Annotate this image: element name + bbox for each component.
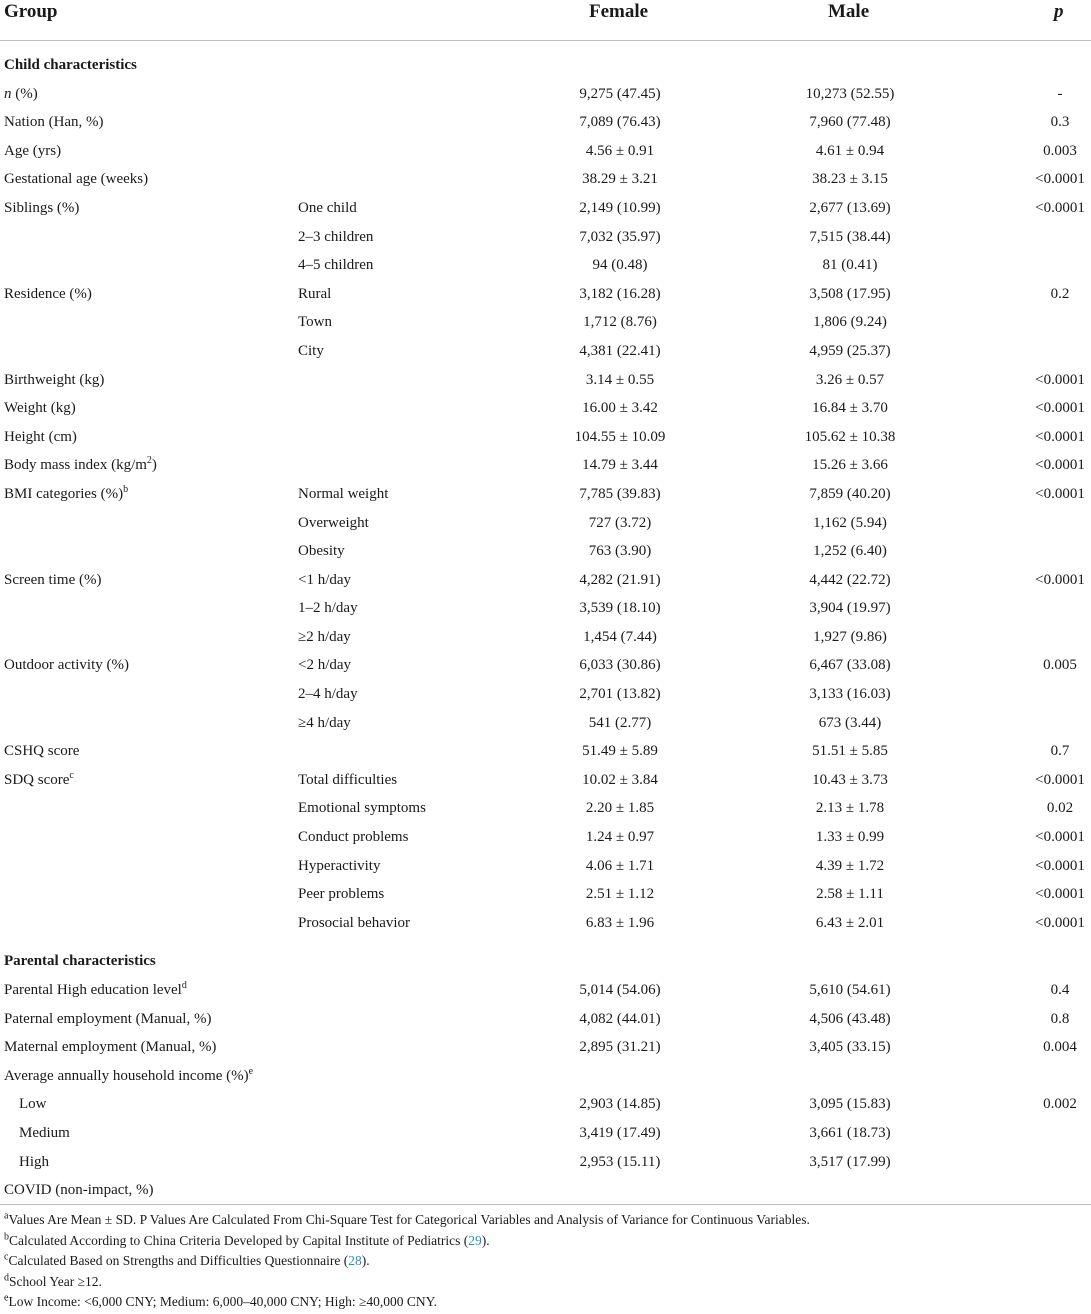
male-value: 15.26 ± 3.66	[812, 457, 888, 474]
male-value: 673 (3.44)	[818, 714, 882, 731]
p-value: <0.0001	[1035, 485, 1085, 502]
male-value: 7,515 (38.44)	[809, 228, 891, 245]
footnote-text: Low Income: <6,000 CNY; Medium: 6,000–40,000 CNY; High: ≥40,000 CNY.	[8, 1294, 437, 1309]
row-label	[4, 766, 74, 795]
male-value: 4.39 ± 1.72	[815, 857, 885, 874]
male-value: 10,273 (52.55)	[805, 85, 895, 102]
female-value: 541 (2.77)	[588, 714, 652, 731]
row-label-text: Nation (Han, %)	[4, 114, 104, 131]
row-label-text: n	[4, 85, 12, 102]
female-value: 6,033 (30.86)	[579, 657, 661, 674]
male-value: 7,859 (40.20)	[809, 485, 891, 502]
row-sublabel: 4–5 children	[298, 257, 374, 274]
table-row	[0, 737, 1091, 766]
superscript: d	[181, 980, 187, 991]
row-label-text: Parental High education level	[4, 982, 182, 998]
table-row	[0, 766, 1091, 795]
male-value: 3,133 (16.03)	[809, 686, 891, 703]
table-row	[0, 394, 1091, 423]
section-row	[0, 947, 1091, 976]
row-label	[4, 280, 92, 309]
female-value: 16.00 ± 3.42	[582, 400, 658, 417]
female-value: 2,953 (15.11)	[579, 1153, 661, 1170]
row-label	[4, 480, 128, 509]
row-sublabel: Obesity	[298, 543, 345, 560]
table-row	[0, 976, 1091, 1005]
female-value: 4,381 (22.41)	[579, 342, 661, 359]
p-value: <0.0001	[1035, 886, 1085, 903]
row-sublabel: Overweight	[298, 514, 369, 531]
row-sublabel: Total difficulties	[298, 771, 398, 788]
male-value: 7,960 (77.48)	[809, 114, 891, 131]
female-value: 4.56 ± 0.91	[585, 142, 655, 159]
table-row	[0, 1148, 1091, 1177]
table-row	[0, 280, 1091, 309]
male-value: 1,252 (6.40)	[813, 543, 887, 560]
superscript: b	[123, 483, 129, 495]
table-header	[0, 0, 1091, 41]
female-value: 2.51 ± 1.12	[585, 886, 655, 903]
p-value: 0.004	[1043, 1039, 1077, 1056]
table-row	[0, 480, 1091, 509]
table-row	[0, 366, 1091, 395]
male-value: 4,506 (43.48)	[809, 1010, 891, 1027]
row-label	[4, 137, 61, 166]
row-label	[4, 394, 76, 423]
table-body	[0, 41, 1091, 1205]
male-value: 6,467 (33.08)	[809, 657, 891, 674]
row-label-text: Maternal employment (Manual, %)	[4, 1039, 217, 1056]
male-value: 10.43 ± 3.73	[812, 771, 888, 788]
female-value: 2,149 (10.99)	[579, 199, 661, 216]
p-value: 0.003	[1043, 142, 1077, 159]
row-label-text: Residence (%)	[4, 285, 92, 302]
female-value: 763 (3.90)	[588, 543, 652, 560]
row-sublabel: Peer problems	[298, 886, 385, 903]
footnote	[4, 1210, 810, 1231]
male-value: 51.51 ± 5.85	[812, 743, 888, 760]
p-value: <0.0001	[1035, 771, 1085, 788]
male-value: 1,927 (9.86)	[813, 628, 887, 645]
table-row	[0, 223, 1091, 252]
row-label	[4, 1062, 253, 1091]
row-label	[4, 165, 148, 194]
row-label	[19, 1148, 49, 1177]
male-value: 2.13 ± 1.78	[815, 800, 885, 817]
row-sublabel: Emotional symptoms	[298, 800, 426, 817]
table-row	[0, 451, 1091, 480]
row-label-rest: )	[151, 457, 157, 474]
header-male: Male	[828, 1, 870, 22]
row-sublabel: Prosocial behavior	[298, 914, 411, 931]
table-row	[0, 1005, 1091, 1034]
superscript: 2	[146, 455, 152, 467]
table-row	[0, 194, 1091, 223]
section-row	[0, 51, 1091, 80]
female-value: 4,082 (44.01)	[579, 1010, 661, 1027]
female-value: 4,282 (21.91)	[579, 571, 661, 588]
row-label-text: COVID (non-impact, %)	[4, 1182, 154, 1199]
p-value: -	[1057, 85, 1063, 102]
male-value: 2.58 ± 1.11	[816, 886, 884, 903]
female-value: 9,275 (47.45)	[579, 85, 661, 102]
table-row	[0, 137, 1091, 166]
row-sublabel: Rural	[298, 285, 332, 302]
row-label-text: Siblings (%)	[4, 199, 80, 216]
section-title	[4, 947, 156, 976]
female-value: 1,712 (8.76)	[583, 314, 657, 331]
row-label-text: Screen time (%)	[4, 571, 102, 588]
p-value: 0.005	[1043, 657, 1077, 674]
row-label	[4, 1033, 216, 1062]
row-sublabel: ≥2 h/day	[298, 628, 351, 645]
table-row	[0, 651, 1091, 680]
female-value: 14.79 ± 3.44	[582, 457, 658, 474]
female-value: 3,182 (16.28)	[579, 285, 661, 302]
table-row	[0, 537, 1091, 566]
row-sublabel: Hyperactivity	[298, 857, 381, 874]
female-value: 4.06 ± 1.71	[585, 857, 655, 874]
reference-link[interactable]: 28	[348, 1253, 362, 1268]
p-value: 0.7	[1050, 743, 1070, 760]
row-label-text: Weight (kg)	[4, 400, 76, 417]
female-value: 2,701 (13.82)	[579, 686, 661, 703]
header-female: Female	[589, 1, 649, 22]
p-value: <0.0001	[1035, 914, 1085, 931]
table-row	[0, 794, 1091, 823]
female-value: 3.14 ± 0.55	[585, 371, 655, 388]
table-row	[0, 823, 1091, 852]
table-row	[0, 80, 1091, 109]
row-label-text: Parental characteristics	[4, 953, 156, 970]
female-value: 94 (0.48)	[592, 257, 648, 274]
table-row	[0, 566, 1091, 595]
female-value: 1.24 ± 0.97	[585, 829, 655, 846]
row-sublabel: Town	[298, 314, 332, 331]
footnote-tail: ).	[481, 1232, 490, 1248]
p-value: <0.0001	[1035, 428, 1085, 445]
row-label	[4, 651, 129, 680]
female-value: 7,089 (76.43)	[579, 114, 661, 131]
row-sublabel: <2 h/day	[298, 657, 352, 674]
row-label	[4, 976, 187, 1005]
male-value: 4,442 (22.72)	[809, 571, 891, 588]
footnote-tail: ).	[361, 1253, 370, 1268]
footnote-mark: c	[4, 1251, 9, 1263]
footnote-text: School Year ≥12.	[9, 1273, 102, 1289]
table-row	[0, 251, 1091, 280]
section-title	[4, 51, 137, 80]
row-label	[19, 1119, 70, 1148]
table-row	[0, 509, 1091, 538]
female-value: 2.20 ± 1.85	[585, 800, 655, 817]
table-row	[0, 165, 1091, 194]
row-sublabel: <1 h/day	[298, 571, 352, 588]
male-value: 16.84 ± 3.70	[812, 400, 888, 417]
row-label	[4, 451, 157, 480]
row-label	[4, 108, 104, 137]
row-label-text: High	[19, 1153, 49, 1170]
row-sublabel: ≥4 h/day	[298, 714, 351, 731]
row-label	[4, 423, 77, 452]
row-label-text: Birthweight (kg)	[4, 371, 105, 388]
row-label-rest: (%)	[11, 85, 38, 102]
row-label	[4, 80, 38, 109]
male-value: 2,677 (13.69)	[809, 199, 891, 216]
header-p: p	[1054, 1, 1064, 22]
table-row	[0, 852, 1091, 881]
male-value: 3,904 (19.97)	[809, 600, 891, 617]
table-row	[0, 680, 1091, 709]
table-row	[0, 909, 1091, 938]
female-value: 51.49 ± 5.89	[582, 743, 658, 760]
footnote-text: Calculated According to China Criteria Developed by Capital Institute of Pediatrics (	[9, 1232, 469, 1248]
male-value: 3,405 (33.15)	[809, 1039, 891, 1056]
footnote-mark: b	[4, 1231, 9, 1242]
p-value: <0.0001	[1035, 199, 1085, 216]
table-row	[0, 1033, 1091, 1062]
male-value: 105.62 ± 10.38	[804, 428, 896, 445]
footnote-mark: e	[4, 1292, 9, 1304]
row-label	[4, 1176, 154, 1205]
row-label-text: BMI categories (%)	[4, 485, 124, 502]
table-row	[0, 880, 1091, 909]
male-value: 4,959 (25.37)	[809, 342, 891, 359]
table-row	[0, 308, 1091, 337]
table-row	[0, 1090, 1091, 1119]
female-value: 2,895 (31.21)	[579, 1039, 661, 1056]
female-value: 2,903 (14.85)	[579, 1096, 661, 1113]
reference-link[interactable]: 29	[468, 1232, 482, 1248]
row-label-text: Age (yrs)	[4, 142, 62, 159]
table-row	[0, 1119, 1091, 1148]
table-row	[0, 623, 1091, 652]
p-value: <0.0001	[1035, 829, 1085, 846]
female-value: 3,419 (17.49)	[579, 1124, 661, 1141]
footnote	[4, 1231, 490, 1252]
p-value: 0.2	[1050, 285, 1070, 302]
row-label-text: Child characteristics	[4, 57, 137, 73]
male-value: 38.23 ± 3.15	[812, 171, 888, 188]
p-value: <0.0001	[1035, 457, 1085, 474]
row-sublabel: Conduct problems	[298, 829, 409, 846]
p-value: 0.002	[1043, 1096, 1077, 1113]
superscript: e	[248, 1065, 254, 1077]
male-value: 1,162 (5.94)	[813, 514, 887, 531]
female-value: 7,785 (39.83)	[579, 485, 661, 502]
header-group: Group	[4, 1, 58, 22]
row-label-text: Outdoor activity (%)	[4, 657, 129, 674]
table-row	[0, 709, 1091, 738]
row-label-text: Height (cm)	[4, 428, 77, 445]
footnote-text: Values Are Mean ± SD. P Values Are Calculated From Chi-Square Test for Categorical Variables and Analysis of Variance for Continuous Variables.	[8, 1212, 810, 1227]
female-value: 727 (3.72)	[588, 514, 652, 531]
female-value: 104.55 ± 10.09	[574, 428, 666, 445]
row-label-text: SDQ score	[4, 771, 70, 788]
p-value: <0.0001	[1035, 857, 1085, 874]
row-label	[4, 366, 104, 395]
table-row	[0, 108, 1091, 137]
female-value: 3,539 (18.10)	[579, 600, 661, 617]
female-value: 5,014 (54.06)	[579, 982, 661, 998]
table-row	[0, 423, 1091, 452]
male-value: 4.61 ± 0.94	[815, 142, 885, 159]
table-row	[0, 337, 1091, 366]
row-sublabel: City	[298, 342, 324, 359]
footnote-mark: a	[4, 1210, 9, 1222]
p-value: 0.3	[1050, 114, 1070, 131]
table-row	[0, 594, 1091, 623]
male-value: 81 (0.41)	[822, 257, 878, 274]
footnote-mark: d	[4, 1272, 9, 1283]
table-row	[0, 1062, 1091, 1091]
row-label	[4, 737, 79, 766]
row-sublabel: One child	[298, 199, 357, 216]
female-value: 1,454 (7.44)	[583, 628, 657, 645]
superscript: c	[69, 769, 74, 781]
row-sublabel: 1–2 h/day	[298, 600, 358, 617]
p-value: <0.0001	[1035, 571, 1085, 588]
row-label	[4, 194, 79, 223]
row-sublabel: 2–4 h/day	[298, 686, 358, 703]
male-value: 6.43 ± 2.01	[815, 914, 885, 931]
footnote-divider	[0, 1204, 1091, 1205]
male-value: 3,095 (15.83)	[809, 1096, 891, 1113]
row-label-text: Medium	[19, 1124, 70, 1141]
male-value: 1.33 ± 0.99	[815, 829, 885, 846]
row-label-text: Low	[19, 1096, 47, 1113]
p-value: 0.4	[1050, 982, 1070, 998]
p-value: <0.0001	[1035, 400, 1085, 417]
row-label	[4, 566, 101, 595]
p-value: 0.8	[1050, 1010, 1070, 1027]
row-label-text: Gestational age (weeks)	[4, 171, 149, 188]
row-sublabel: 2–3 children	[298, 228, 374, 245]
row-label-text: Average annually household income (%)	[4, 1067, 249, 1084]
male-value: 3.26 ± 0.57	[815, 371, 885, 388]
male-value: 3,661 (18.73)	[809, 1124, 891, 1141]
footnote	[4, 1292, 437, 1313]
male-value: 1,806 (9.24)	[813, 314, 887, 331]
female-value: 10.02 ± 3.84	[582, 771, 658, 788]
row-label-text: CSHQ score	[4, 743, 80, 760]
p-value: 0.02	[1046, 800, 1074, 817]
male-value: 3,508 (17.95)	[809, 285, 891, 302]
female-value: 6.83 ± 1.96	[585, 914, 655, 931]
p-value: <0.0001	[1035, 371, 1085, 388]
male-value: 5,610 (54.61)	[809, 982, 891, 998]
row-label-text: Paternal employment (Manual, %)	[4, 1010, 212, 1027]
table-row	[0, 1176, 1091, 1205]
footnote	[4, 1251, 370, 1272]
female-value: 38.29 ± 3.21	[582, 171, 658, 188]
row-sublabel: Normal weight	[298, 485, 389, 502]
footnote-text: Calculated Based on Strengths and Difficulties Questionnaire (	[8, 1253, 349, 1268]
row-label-text: Body mass index (kg/m	[4, 457, 147, 474]
footnote	[4, 1272, 102, 1293]
p-value: <0.0001	[1035, 171, 1085, 188]
row-label	[19, 1090, 47, 1119]
male-value: 3,517 (17.99)	[809, 1153, 891, 1170]
row-label	[4, 1005, 211, 1034]
female-value: 7,032 (35.97)	[579, 228, 661, 245]
